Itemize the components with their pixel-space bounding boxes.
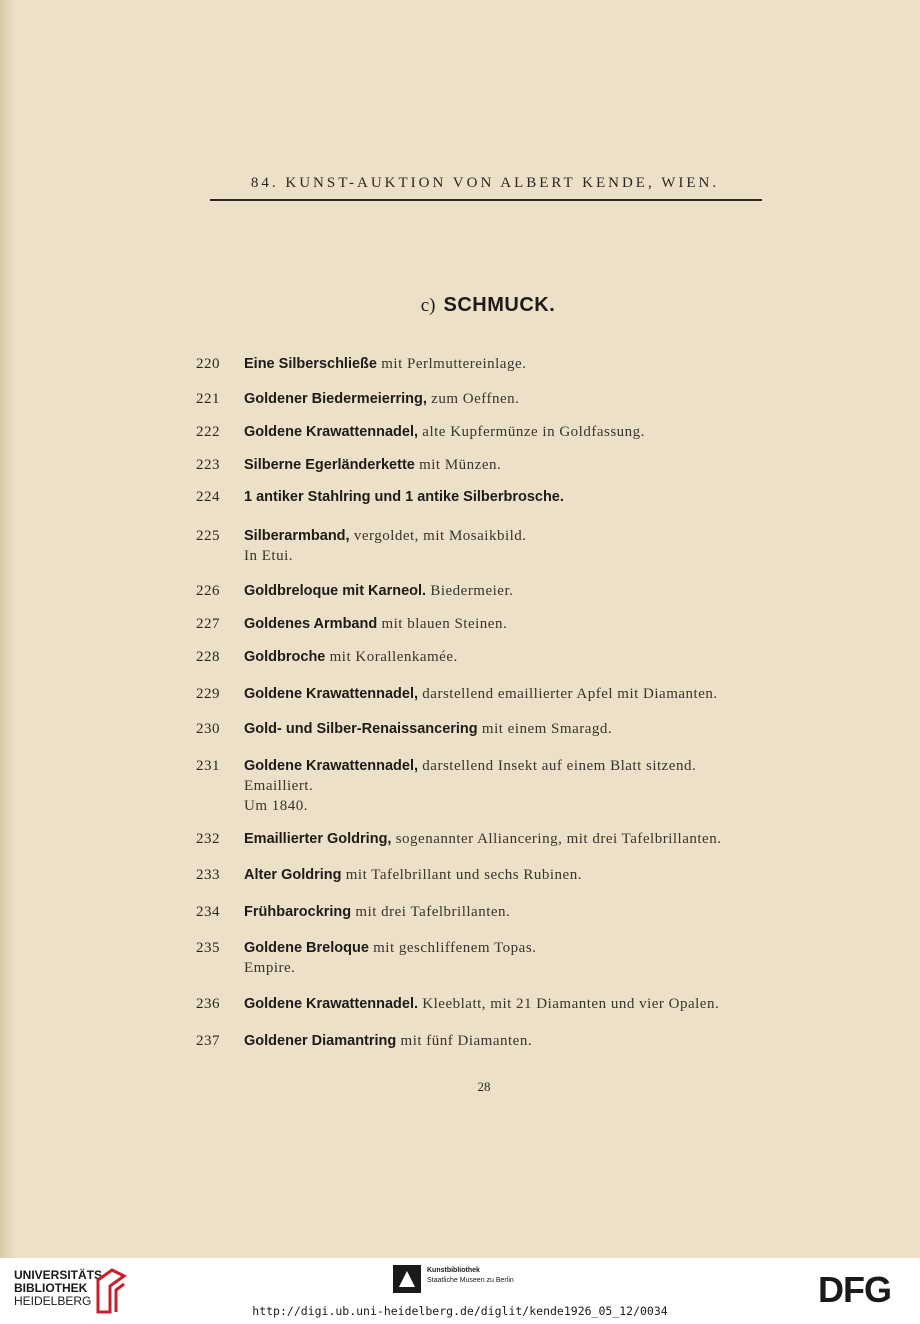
section-heading: [0, 294, 920, 317]
ub-heidelberg-wordmark: [14, 1269, 106, 1308]
catalog-entry: [196, 994, 719, 1014]
page-gutter-shadow: [0, 0, 16, 1258]
lot-number: 237: [196, 1033, 220, 1049]
lot-number: 235: [196, 940, 220, 956]
lot-number: 222: [196, 424, 220, 440]
ub-line-1: UNIVERSITÄTS-: [14, 1268, 107, 1282]
lot-description: alte Kupfermünze in Goldfassung.: [418, 424, 645, 440]
lot-number: 220: [196, 356, 220, 372]
lot-note: Empire.: [244, 960, 296, 976]
lot-description: mit drei Tafelbrillanten.: [351, 904, 511, 920]
lot-title: Goldene Krawattennadel,: [244, 758, 419, 774]
lot-title: 1 antiker Stahlring und 1 antike Silberbrosche.: [244, 489, 564, 505]
lot-title: Goldener Biedermeierring,: [244, 391, 427, 407]
lot-title: Goldene Krawattennadel.: [244, 996, 419, 1012]
lot-description: mit fünf Diamanten.: [396, 1033, 533, 1049]
catalog-entry: [196, 455, 501, 475]
lot-number: 227: [196, 616, 220, 632]
catalog-entry: [196, 938, 536, 978]
catalog-entry: [196, 684, 718, 704]
ub-line-3: HEIDELBERG: [14, 1294, 92, 1308]
lot-number: 224: [196, 489, 220, 505]
lot-number: 234: [196, 904, 220, 920]
catalog-entry: [196, 719, 612, 739]
running-head: 84. KUNST-AUKTION VON ALBERT KENDE, WIEN.: [250, 175, 720, 191]
lot-number: 236: [196, 996, 220, 1012]
lot-description: mit Münzen.: [414, 457, 502, 473]
lot-title: Goldbreloque mit Karneol.: [244, 583, 427, 599]
lot-number: 231: [196, 758, 220, 774]
lot-title: Goldene Krawattennadel,: [244, 424, 419, 440]
lot-description: mit Korallenkamée.: [325, 649, 458, 665]
page-number: 28: [477, 1079, 491, 1094]
lot-description: Biedermeier.: [426, 583, 514, 599]
kunstbibliothek-logo-icon: [393, 1265, 421, 1293]
catalog-entry: [196, 1031, 532, 1051]
ub-line-2: BIBLIOTHEK: [14, 1281, 88, 1295]
catalog-entry: [196, 487, 564, 507]
lot-title: Goldene Krawattennadel,: [244, 686, 419, 702]
lot-description: sogenannter Alliancering, mit drei Tafelbrillanten.: [391, 831, 722, 847]
dfg-logo: DFG: [818, 1269, 891, 1310]
kunstbibliothek-wordmark: [427, 1266, 514, 1286]
lot-title: Goldener Diamantring: [244, 1033, 397, 1049]
footer-bar: [0, 1258, 920, 1324]
catalog-entry: [196, 526, 527, 566]
lot-note: Um 1840.: [244, 798, 308, 814]
lot-description: darstellend emaillierter Apfel mit Diamanten.: [418, 686, 718, 702]
lot-number: 223: [196, 457, 220, 473]
lot-number: 233: [196, 867, 220, 883]
permalink-url[interactable]: http://digi.ub.uni-heidelberg.de/diglit/kende1926_05_12/0034: [252, 1304, 668, 1318]
kb-line-1: Kunstbibliothek: [427, 1267, 480, 1274]
lot-number: 226: [196, 583, 220, 599]
lot-title: Gold- und Silber-Renaissancering: [244, 721, 478, 737]
lot-title: Alter Goldring: [244, 867, 342, 883]
catalog-entry: [196, 865, 582, 885]
lot-title: Silberne Egerländerkette: [244, 457, 415, 473]
header-rule: [210, 199, 762, 201]
lot-number: 229: [196, 686, 220, 702]
catalog-entry: [196, 581, 513, 601]
lot-number: 228: [196, 649, 220, 665]
lot-description: mit blauen Steinen.: [377, 616, 508, 632]
lot-number: 225: [196, 528, 220, 544]
lot-note: Emailliert.: [244, 778, 314, 794]
lot-description: Kleeblatt, mit 21 Diamanten und vier Opalen.: [418, 996, 720, 1012]
catalog-entry: [196, 389, 519, 409]
lot-description: mit Perlmuttereinlage.: [376, 356, 527, 372]
catalog-entry: [196, 829, 721, 849]
lot-title: Goldene Breloque: [244, 940, 369, 956]
catalog-entry: [196, 614, 507, 634]
catalog-entry: [196, 422, 645, 442]
lot-title: Eine Silberschließe: [244, 356, 377, 372]
kb-line-2: Staatliche Museen zu Berlin: [427, 1277, 514, 1284]
lot-title: Goldenes Armband: [244, 616, 378, 632]
section-title: SCHMUCK.: [443, 294, 556, 316]
catalog-entry: [196, 756, 696, 816]
lot-description: mit geschliffenem Topas.: [368, 940, 537, 956]
lot-number: 230: [196, 721, 220, 737]
section-letter: c): [420, 295, 436, 316]
lot-title: Goldbroche: [244, 649, 326, 665]
lot-title: Emaillierter Goldring,: [244, 831, 392, 847]
catalog-entry: [196, 354, 526, 374]
lot-number: 221: [196, 391, 220, 407]
lot-description: vergoldet, mit Mosaikbild.: [349, 528, 527, 544]
lot-description: zum Oeffnen.: [426, 391, 520, 407]
catalog-entry: [196, 902, 510, 922]
lot-number: 232: [196, 831, 220, 847]
lot-title: Silberarmband,: [244, 528, 350, 544]
lot-description: darstellend Insekt auf einem Blatt sitzend.: [418, 758, 697, 774]
lot-description: mit einem Smaragd.: [477, 721, 613, 737]
catalog-entry: [196, 647, 458, 667]
lot-note: In Etui.: [244, 548, 293, 564]
lot-title: Frühbarockring: [244, 904, 352, 920]
lot-description: mit Tafelbrillant und sechs Rubinen.: [341, 867, 582, 883]
